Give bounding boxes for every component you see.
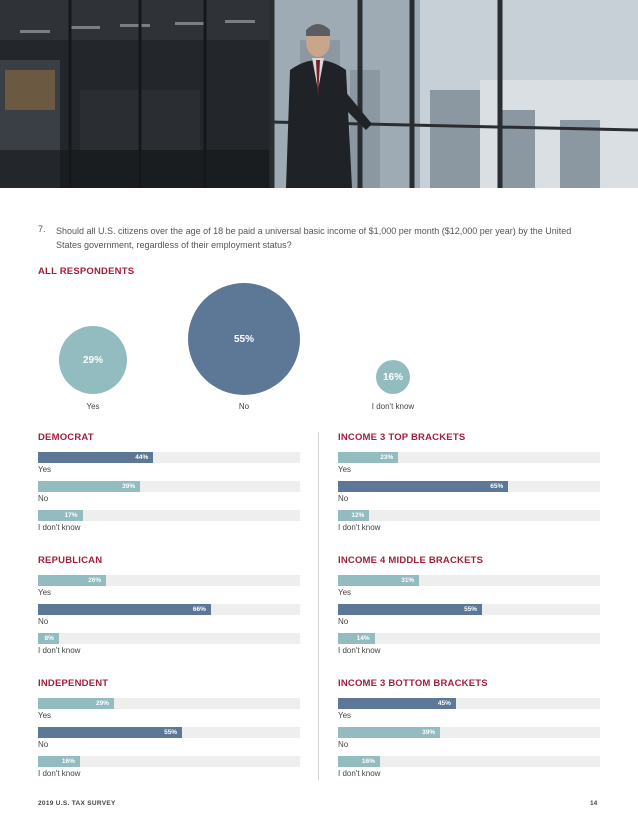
group-republican xyxy=(38,555,300,662)
bar-row xyxy=(38,633,300,662)
bar-track xyxy=(38,698,300,709)
bar-value: 17% xyxy=(64,512,78,519)
bar-track xyxy=(338,575,600,586)
bar-label: Yes xyxy=(38,465,52,474)
bar-label: I don't know xyxy=(38,769,81,778)
bar-fill xyxy=(38,727,182,738)
bar-track xyxy=(38,633,300,644)
bar-track xyxy=(338,481,600,492)
question-number: 7. xyxy=(38,224,46,234)
bar-label: I don't know xyxy=(338,646,381,655)
group-income-top xyxy=(338,432,600,539)
bubble-yes-value: 29% xyxy=(82,354,103,366)
bubble-yes-label: Yes xyxy=(86,402,100,411)
bar-row xyxy=(38,510,300,539)
bar-track xyxy=(38,727,300,738)
bar-row xyxy=(338,633,600,662)
group-title: INCOME 3 TOP BRACKETS xyxy=(338,432,466,443)
bar-fill xyxy=(38,604,211,615)
bar-fill xyxy=(338,481,508,492)
bar-label: Yes xyxy=(338,588,352,597)
bar-fill xyxy=(338,452,398,463)
bar-track xyxy=(338,756,600,767)
bar-fill xyxy=(338,756,380,767)
group-title: INCOME 4 MIDDLE BRACKETS xyxy=(338,555,484,566)
header-photo xyxy=(0,0,638,188)
bar-fill xyxy=(38,452,153,463)
bar-fill xyxy=(38,633,59,644)
bar-value: 29% xyxy=(95,700,109,707)
bar-fill xyxy=(38,575,106,586)
bar-fill xyxy=(338,510,369,521)
bar-label: No xyxy=(338,494,349,503)
bubble-yes xyxy=(59,326,127,394)
bar-row xyxy=(338,698,600,727)
bar-track xyxy=(38,604,300,615)
bar-value: 45% xyxy=(437,700,451,707)
bar-row xyxy=(338,510,600,539)
bar-row xyxy=(38,481,300,510)
bar-track xyxy=(338,633,600,644)
bar-label: Yes xyxy=(338,711,352,720)
bar-track xyxy=(338,604,600,615)
bar-row xyxy=(38,604,300,633)
bar-track xyxy=(338,510,600,521)
bar-row xyxy=(338,575,600,604)
bar-value: 31% xyxy=(401,577,415,584)
group-title: REPUBLICAN xyxy=(38,555,103,566)
bar-value: 23% xyxy=(380,454,394,461)
bar-track xyxy=(38,452,300,463)
page-number: 14 xyxy=(590,800,598,807)
bar-value: 8% xyxy=(44,635,54,642)
bar-label: Yes xyxy=(38,711,52,720)
bar-row xyxy=(38,452,300,481)
bar-row xyxy=(338,756,600,785)
bubble-no xyxy=(188,283,300,395)
bar-value: 55% xyxy=(164,729,178,736)
group-independent xyxy=(38,678,300,785)
bar-fill xyxy=(38,756,80,767)
bar-track xyxy=(338,452,600,463)
bubble-no-value: 55% xyxy=(233,333,254,345)
group-title: INDEPENDENT xyxy=(38,678,109,689)
bar-fill xyxy=(338,727,440,738)
bar-fill xyxy=(38,481,140,492)
column-divider xyxy=(318,432,319,780)
bar-row xyxy=(38,698,300,727)
bar-value: 44% xyxy=(135,454,149,461)
bar-row xyxy=(38,575,300,604)
bar-label: No xyxy=(338,617,349,626)
footer-survey-title: 2019 U.S. TAX SURVEY xyxy=(38,800,116,807)
bar-track xyxy=(38,510,300,521)
bar-fill xyxy=(38,510,83,521)
bar-value: 65% xyxy=(490,483,504,490)
group-income-middle xyxy=(338,555,600,662)
bar-value: 39% xyxy=(422,729,436,736)
bar-fill xyxy=(338,575,419,586)
bar-track xyxy=(38,575,300,586)
bar-row xyxy=(38,756,300,785)
bar-value: 26% xyxy=(88,577,102,584)
bar-value: 55% xyxy=(464,606,478,613)
bar-label: I don't know xyxy=(38,646,81,655)
bubble-dont-know-label: I don't know xyxy=(371,402,415,411)
bar-value: 16% xyxy=(361,758,375,765)
bar-row xyxy=(338,481,600,510)
bar-label: No xyxy=(38,740,49,749)
bar-row xyxy=(338,604,600,633)
group-income-bottom xyxy=(338,678,600,785)
bubble-dont-know-value: 16% xyxy=(382,371,403,383)
bar-value: 12% xyxy=(351,512,365,519)
bar-value: 39% xyxy=(122,483,136,490)
bubble-no-label: No xyxy=(238,402,250,411)
bar-track xyxy=(38,756,300,767)
bar-value: 16% xyxy=(61,758,75,765)
group-democrat xyxy=(38,432,300,539)
bar-label: No xyxy=(38,617,49,626)
bar-row xyxy=(38,727,300,756)
bar-fill xyxy=(338,604,482,615)
bubble-dont-know xyxy=(376,360,410,394)
question-text: Should all U.S. citizens over the age of 18 be paid a universal basic income of $1,000 per month ($12,000 per year) by the United States government, regardless of their employment status? xyxy=(56,226,572,250)
bar-value: 66% xyxy=(192,606,206,613)
bar-label: I don't know xyxy=(38,523,81,532)
bar-label: Yes xyxy=(38,588,52,597)
bar-track xyxy=(38,481,300,492)
bar-value: 14% xyxy=(356,635,370,642)
bar-label: I don't know xyxy=(338,769,381,778)
group-title: INCOME 3 BOTTOM BRACKETS xyxy=(338,678,488,689)
bar-row xyxy=(338,727,600,756)
bar-row xyxy=(338,452,600,481)
bar-fill xyxy=(338,698,456,709)
office-window-illustration xyxy=(0,0,638,188)
bar-label: Yes xyxy=(338,465,352,474)
bar-label: No xyxy=(338,740,349,749)
bar-track xyxy=(338,727,600,738)
bar-fill xyxy=(338,633,375,644)
all-respondents-title: ALL RESPONDENTS xyxy=(38,266,135,277)
bar-label: No xyxy=(38,494,49,503)
bar-label: I don't know xyxy=(338,523,381,532)
bar-track xyxy=(338,698,600,709)
group-title: DEMOCRAT xyxy=(38,432,94,443)
bar-fill xyxy=(38,698,114,709)
